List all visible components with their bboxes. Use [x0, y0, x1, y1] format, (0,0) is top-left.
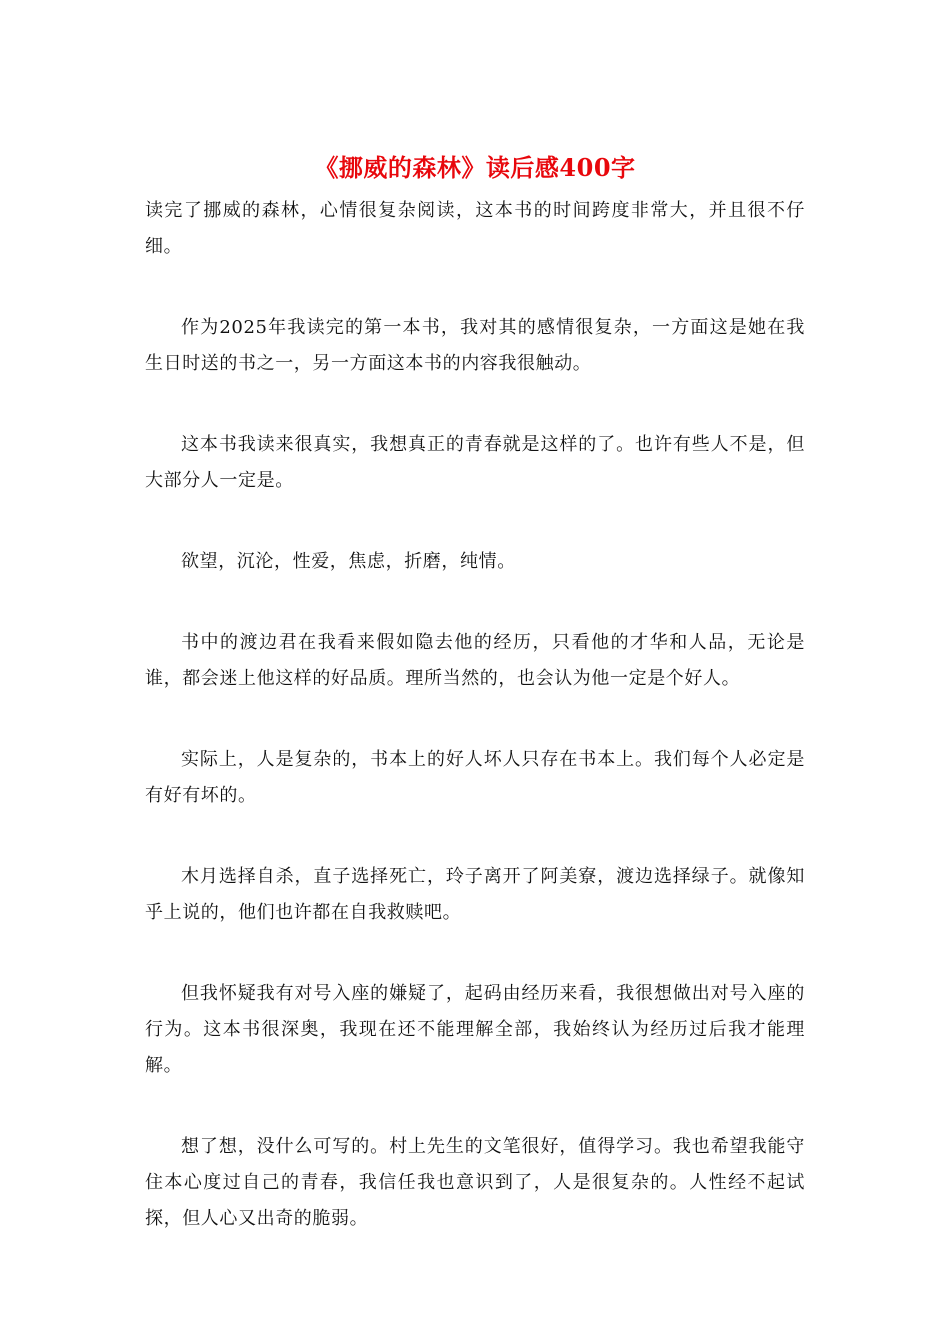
document-body: [145, 193, 805, 1237]
paragraph: 实际上，人是复杂的，书本上的好人坏人只存在书本上。我们每个人必定是有好有坏的。: [145, 749, 805, 806]
paragraph: 书中的渡边君在我看来假如隐去他的经历，只看他的才华和人品，无论是谁，都会迷上他这样的好品质。理所当然的，也会认为他一定是个好人。: [145, 632, 805, 689]
paragraph: 欲望，沉沦，性爱，焦虑，折磨，纯情。: [181, 551, 516, 572]
paragraph: 作为2025年我读完的第一本书，我对其的感情很复杂，一方面这是她在我生日时送的书之一，另一方面这本书的内容我很触动。: [145, 317, 805, 374]
paragraph: 想了想，没什么可写的。村上先生的文笔很好，值得学习。我也希望我能守住本心度过自己的青春，我信任我也意识到了，人是很复杂的。人性经不起试探，但人心又出奇的脆弱。: [145, 1136, 805, 1229]
document-title: 《挪威的森林》读后感400字: [314, 153, 636, 182]
paragraph: 读完了挪威的森林，心情很复杂阅读，这本书的时间跨度非常大，并且很不仔细。: [145, 200, 805, 257]
paragraph: 但我怀疑我有对号入座的嫌疑了，起码由经历来看，我很想做出对号入座的行为。这本书很深奥，我现在还不能理解全部，我始终认为经历过后我才能理解。: [145, 983, 805, 1076]
paragraph: 木月选择自杀，直子选择死亡，玲子离开了阿美寮，渡边选择绿子。就像知乎上说的，他们也许都在自我救赎吧。: [145, 866, 805, 923]
paragraph: 这本书我读来很真实，我想真正的青春就是这样的了。也许有些人不是，但大部分人一定是。: [145, 434, 805, 491]
